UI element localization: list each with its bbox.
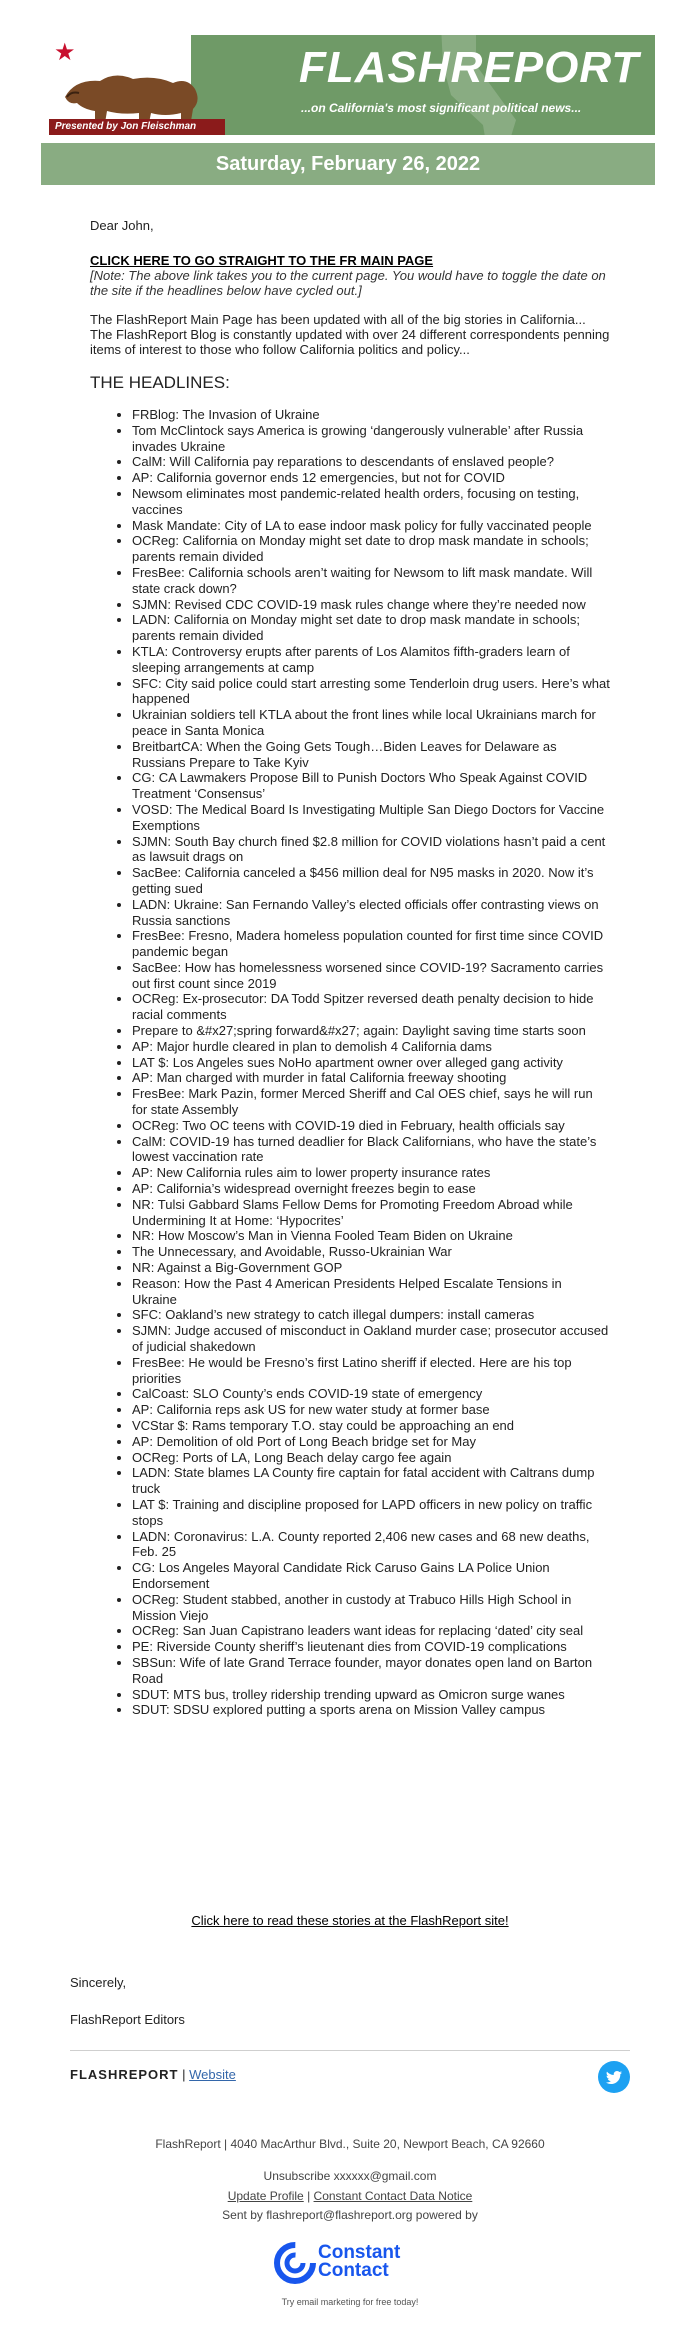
footer-address: FlashReport | 4040 MacArthur Blvd., Suite 20, Newport Beach, CA 92660 <box>155 2137 545 2151</box>
cc-line2: Contact <box>318 2260 389 2281</box>
read-stories-link[interactable]: Click here to read these stories at the FlashReport site! <box>191 1913 509 1928</box>
headline-item[interactable]: • Prepare to &#x27;spring forward&#x27; again: Daylight saving time starts soon <box>132 1023 610 1039</box>
note-text: [Note: The above link takes you to the current page. You would have to toggle the date on the site if the headlines below have cycled out.] <box>90 268 606 298</box>
headline-item[interactable]: • FresBee: Mark Pazin, former Merced Sheriff and Cal OES chief, says he will run for state Assembly <box>132 1086 610 1118</box>
headline-item[interactable]: • LADN: Coronavirus: L.A. County reported 2,406 new cases and 68 new deaths, Feb. 25 <box>132 1529 610 1561</box>
headline-item[interactable]: • BreitbartCA: When the Going Gets Tough…Biden Leaves for Delaware as Russians Prepare to Take Kyiv <box>132 739 610 771</box>
headline-item[interactable]: • SJMN: Judge accused of misconduct in Oakland murder case; prosecutor accused of judicial shakedown <box>132 1323 610 1355</box>
headline-item[interactable]: • SacBee: California canceled a $456 million deal for N95 masks in 2020. Now it’s getting sued <box>132 865 610 897</box>
website-link[interactable]: Website <box>189 2067 236 2082</box>
headline-item[interactable]: • Mask Mandate: City of LA to ease indoor mask policy for fully vaccinated people <box>132 518 610 534</box>
headline-item[interactable]: • FresBee: California schools aren’t waiting for Newsom to lift mask mandate. Will state crack down? <box>132 565 610 597</box>
update-profile-link[interactable]: Update Profile <box>227 2189 304 2203</box>
headline-item[interactable]: • CalCoast: SLO County’s ends COVID-19 state of emergency <box>132 1386 610 1402</box>
headline-item[interactable]: • NR: Against a Big-Government GOP <box>132 1260 610 1276</box>
headline-item[interactable]: • FRBlog: The Invasion of Ukraine <box>132 407 610 423</box>
profile-line <box>0 2189 700 2203</box>
brand-title: FLASHREPORT <box>299 43 640 92</box>
presented-by: Presented by Jon Fleischman <box>49 119 225 135</box>
headline-item[interactable]: • OCReg: California on Monday might set date to drop mask mandate in schools; parents remain divided <box>132 533 610 565</box>
footer-divider <box>70 2050 630 2051</box>
main-page-link[interactable]: CLICK HERE TO GO STRAIGHT TO THE FR MAIN PAGE <box>90 253 434 268</box>
headline-item[interactable]: • LADN: State blames LA County fire captain for fatal accident with Caltrans dump truck <box>132 1465 610 1497</box>
headline-item[interactable]: • FresBee: Fresno, Madera homeless population counted for first time since COVID pandemic began <box>132 928 610 960</box>
headline-item[interactable]: • SDUT: MTS bus, trolley ridership trending upward as Omicron surge wanes <box>132 1687 610 1703</box>
headline-item[interactable]: • KTLA: Controversy erupts after parents of Los Alamitos fifth-graders learn of sleeping arrangements at camp <box>132 644 610 676</box>
headline-item[interactable]: • SJMN: Revised CDC COVID-19 mask rules change where they’re needed now <box>132 597 610 613</box>
footer-brand-name: FLASHREPORT <box>70 2067 179 2082</box>
headline-item[interactable]: • Reason: How the Past 4 American Presidents Helped Escalate Tensions in Ukraine <box>132 1276 610 1308</box>
greeting: Dear John, <box>90 218 154 233</box>
email-content <box>90 218 610 1718</box>
headline-item[interactable]: • AP: California reps ask US for new water study at former base <box>132 1402 610 1418</box>
headline-item[interactable]: • OCReg: San Juan Capistrano leaders want ideas for replacing ‘dated’ city seal <box>132 1623 610 1639</box>
headline-item[interactable]: • VCStar $: Rams temporary T.O. stay could be approaching an end <box>132 1418 610 1434</box>
headline-item[interactable]: • OCReg: Student stabbed, another in custody at Trabuco Hills High School in Mission Viejo <box>132 1592 610 1624</box>
data-notice-link[interactable]: Constant Contact Data Notice <box>313 2189 473 2203</box>
signature: FlashReport Editors <box>70 2012 185 2027</box>
star-icon: ★ <box>54 38 76 66</box>
main-page-updated-text: The FlashReport Main Page has been updated with all of the big stories in California... <box>90 312 586 327</box>
headline-item[interactable]: • CalM: COVID-19 has turned deadlier for Black Californians, who have the state’s lowest vaccination rate <box>132 1134 610 1166</box>
headline-item[interactable]: • AP: Major hurdle cleared in plan to demolish 4 California dams <box>132 1039 610 1055</box>
headline-item[interactable]: • The Unnecessary, and Avoidable, Russo-Ukrainian War <box>132 1244 610 1260</box>
headline-item[interactable]: • AP: New California rules aim to lower property insurance rates <box>132 1165 610 1181</box>
intro-paragraph <box>90 312 610 357</box>
headline-item[interactable]: • Tom McClintock says America is growing ‘dangerously vulnerable’ after Russia invades Ukraine <box>132 423 610 455</box>
headline-item[interactable]: • AP: Demolition of old Port of Long Beach bridge set for May <box>132 1434 610 1450</box>
twitter-icon[interactable] <box>598 2061 630 2093</box>
headline-item[interactable]: • FresBee: He would be Fresno’s first Latino sheriff if elected. Here are his top priorities <box>132 1355 610 1387</box>
headline-item[interactable]: • LAT $: Training and discipline proposed for LAPD officers in new policy on traffic stops <box>132 1497 610 1529</box>
headlines-title: THE HEADLINES: <box>90 373 230 392</box>
headline-item[interactable]: • SFC: Oakland’s new strategy to catch illegal dumpers: install cameras <box>132 1307 610 1323</box>
headline-item[interactable]: • SJMN: South Bay church fined $2.8 million for COVID violations hasn’t paid a cent as lawsuit drags on <box>132 834 610 866</box>
headline-item[interactable]: • NR: How Moscow’s Man in Vienna Fooled Team Biden on Ukraine <box>132 1228 610 1244</box>
cc-line1: Constant <box>318 2242 401 2263</box>
headline-item[interactable]: • LADN: California on Monday might set date to drop mask mandate in schools; parents remain divided <box>132 612 610 644</box>
sent-by: Sent by flashreport@flashreport.org powered by <box>222 2208 478 2222</box>
headline-item[interactable]: • VOSD: The Medical Board Is Investigating Multiple San Diego Doctors for Vaccine Exemptions <box>132 802 610 834</box>
sincerely: Sincerely, <box>70 1975 127 1990</box>
headline-item[interactable]: • AP: California’s widespread overnight freezes begin to ease <box>132 1181 610 1197</box>
headline-item[interactable]: • NR: Tulsi Gabbard Slams Fellow Dems for Promoting Freedom Abroad while Undermining It at Home: ‘Hypocrites’ <box>132 1197 610 1229</box>
footer-brand <box>70 2067 236 2082</box>
headline-item[interactable]: • OCReg: Ex-prosecutor: DA Todd Spitzer reversed death penalty decision to hide racial comments <box>132 991 610 1023</box>
brand-tagline: ...on California's most significant political news... <box>301 101 582 115</box>
headline-item[interactable]: • Newsom eliminates most pandemic-related health orders, focusing on testing, vaccines <box>132 486 610 518</box>
headline-item[interactable]: • SDUT: SDSU explored putting a sports arena on Mission Valley campus <box>132 1702 610 1718</box>
footer-separator: | <box>182 2067 186 2082</box>
headline-item[interactable]: • OCReg: Ports of LA, Long Beach delay cargo fee again <box>132 1450 610 1466</box>
unsubscribe-link[interactable]: Unsubscribe xxxxxx@gmail.com <box>263 2169 437 2183</box>
headline-item[interactable]: • LADN: Ukraine: San Fernando Valley’s elected officials offer contrasting views on Russia sanctions <box>132 897 610 929</box>
headline-item[interactable]: • CalM: Will California pay reparations to descendants of enslaved people? <box>132 454 610 470</box>
headline-item[interactable]: • AP: California governor ends 12 emergencies, but not for COVID <box>132 470 610 486</box>
headline-item[interactable]: • CG: CA Lawmakers Propose Bill to Punish Doctors Who Speak Against COVID Treatment ‘Consensus’ <box>132 770 610 802</box>
constant-contact-brand <box>318 2244 400 2280</box>
headline-item[interactable]: • SBSun: Wife of late Grand Terrace founder, mayor donates open land on Barton Road <box>132 1655 610 1687</box>
cc-tagline: Try email marketing for free today! <box>281 2297 419 2307</box>
headline-list <box>90 407 610 1718</box>
profile-separator: | <box>307 2189 311 2203</box>
headline-item[interactable]: • OCReg: Two OC teens with COVID-19 died in February, health officials say <box>132 1118 610 1134</box>
headline-item[interactable]: • CG: Los Angeles Mayoral Candidate Rick Caruso Gains LA Police Union Endorsement <box>132 1560 610 1592</box>
headline-item[interactable]: • LAT $: Los Angeles sues NoHo apartment owner over alleged gang activity <box>132 1055 610 1071</box>
header-banner <box>41 35 655 135</box>
blog-updated-text: The FlashReport Blog is constantly updated with over 24 different correspondents penning items of interest to those who follow California politics and policy... <box>90 327 610 357</box>
headline-item[interactable]: • AP: Man charged with murder in fatal California freeway shooting <box>132 1070 610 1086</box>
headline-item[interactable]: • SacBee: How has homelessness worsened since COVID-19? Sacramento carries out first count since 2019 <box>132 960 610 992</box>
headline-item[interactable]: • Ukrainian soldiers tell KTLA about the front lines while local Ukrainians march for peace in Santa Monica <box>132 707 610 739</box>
headline-item[interactable]: • PE: Riverside County sheriff’s lieutenant dies from COVID-19 complications <box>132 1639 610 1655</box>
headline-item[interactable]: • SFC: City said police could start arresting some Tenderloin drug users. Here’s what happened <box>132 676 610 708</box>
date-bar: Saturday, February 26, 2022 <box>41 143 655 185</box>
